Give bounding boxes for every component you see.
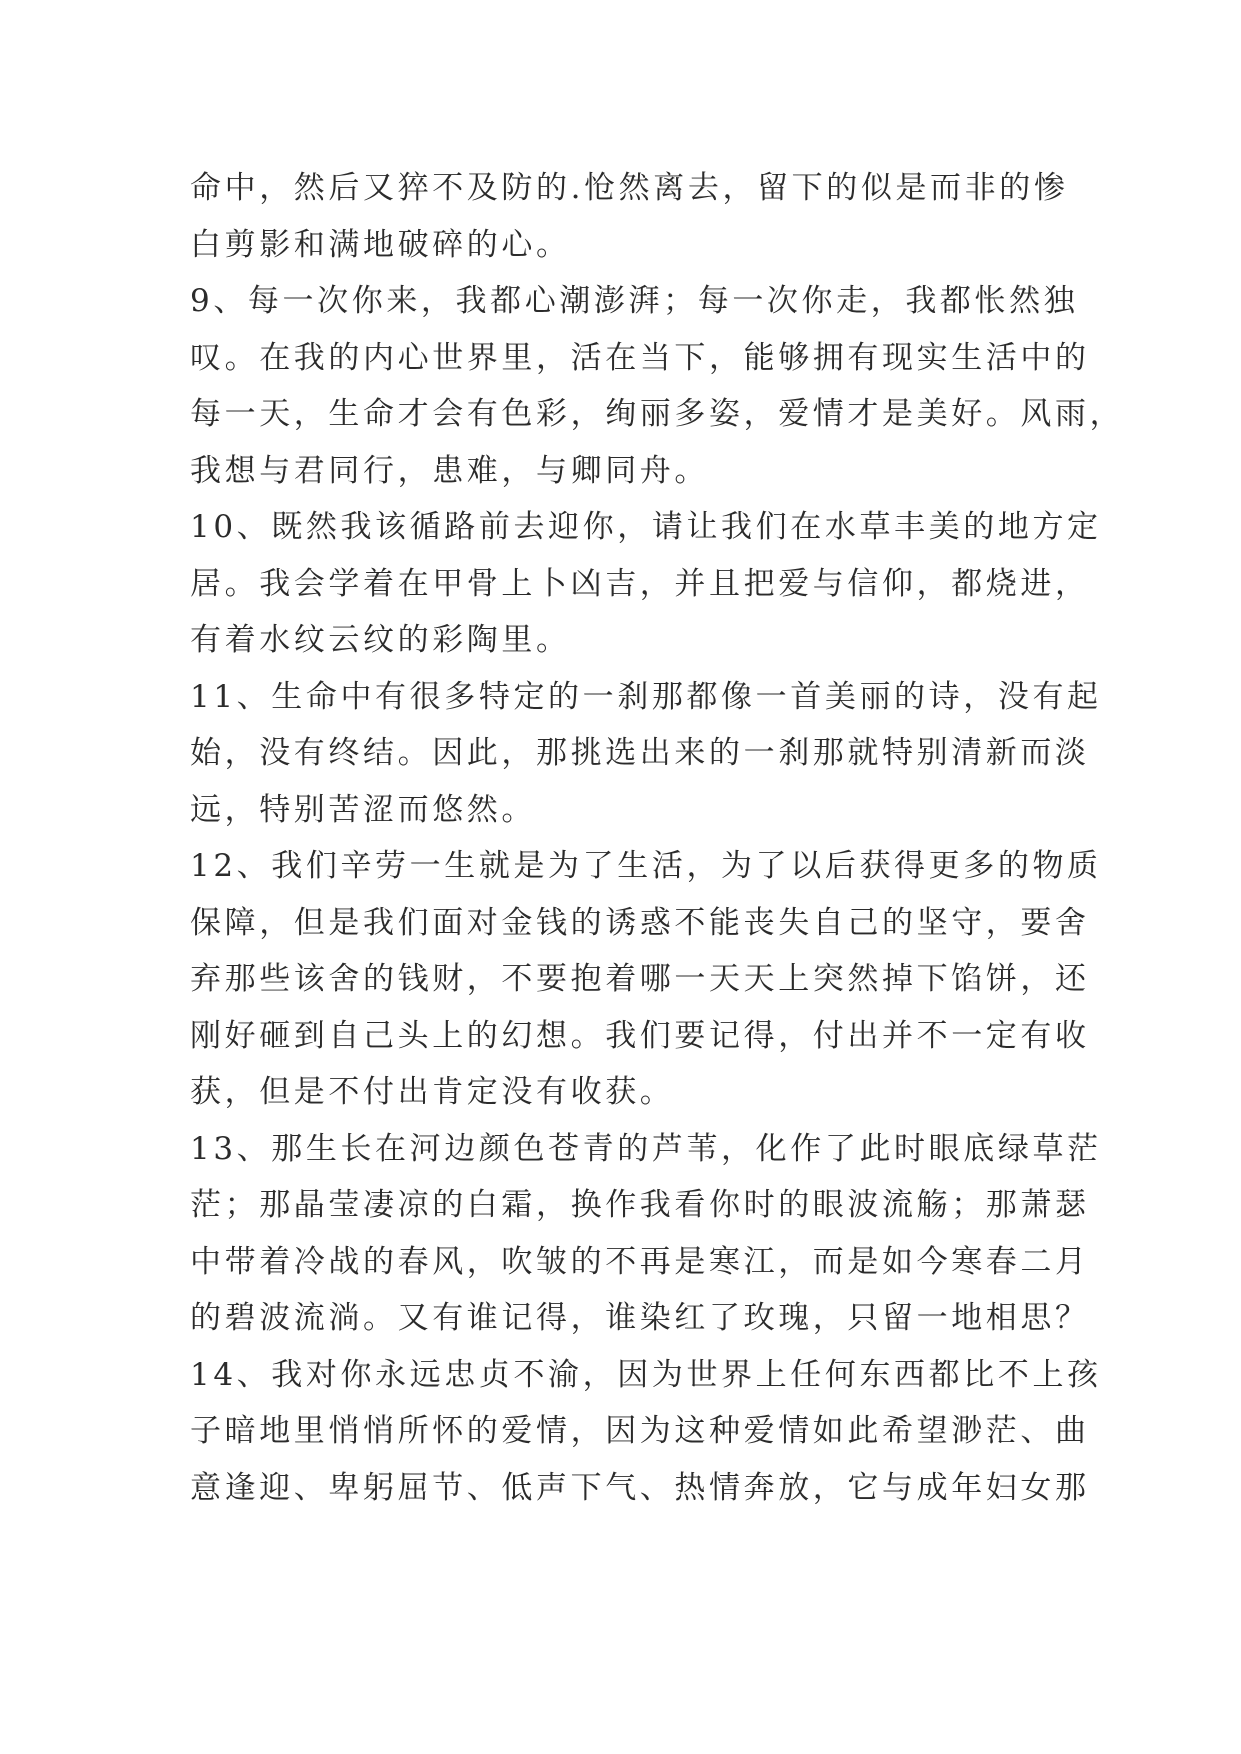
text-line: 中带着冷战的春风，吹皱的不再是寒江，而是如今寒春二月 <box>190 1243 1090 1280</box>
text-line: 保障，但是我们面对金钱的诱惑不能丧失自己的坚守，要舍 <box>190 904 1090 941</box>
text-line: 有着水纹云纹的彩陶里。 <box>190 622 571 658</box>
text-line: 远，特别苦涩而悠然。 <box>190 791 536 828</box>
text-line: 获，但是不付出肯定没有收获。 <box>190 1074 675 1110</box>
text-line: 13、那生长在河边颜色苍青的芦苇，化作了此时眼底绿草茫 <box>190 1130 1102 1167</box>
text-line: 的碧波流淌。又有谁记得，谁染红了玫瑰，只留一地相思？ <box>190 1300 1090 1336</box>
text-line: 子暗地里悄悄所怀的爱情，因为这种爱情如此希望渺茫、曲 <box>190 1413 1090 1449</box>
text-line: 命中，然后又猝不及防的.怆然离去，留下的似是而非的惨 <box>190 170 1069 206</box>
text-line: 始，没有终结。因此，那挑选出来的一刹那就特别清新而淡 <box>190 735 1090 771</box>
text-line: 10、既然我该循路前去迎你，请让我们在水草丰美的地方定 <box>190 509 1102 545</box>
text-line: 居。我会学着在甲骨上卜凶吉，并且把爱与信仰，都烧进， <box>190 565 1090 602</box>
text-line: 叹。在我的内心世界里，活在当下，能够拥有现实生活中的 <box>190 339 1090 376</box>
text-line: 14、我对你永远忠贞不渝，因为世界上任何东西都比不上孩 <box>190 1356 1102 1393</box>
text-line: 我想与君同行，患难，与卿同舟。 <box>190 452 709 489</box>
text-line: 每一天，生命才会有色彩，绚丽多姿，爱情才是美好。风雨， <box>190 396 1125 432</box>
text-line: 意逢迎、卑躬屈节、低声下气、热情奔放，它与成年妇女那 <box>190 1469 1090 1506</box>
text-line: 12、我们辛劳一生就是为了生活，为了以后获得更多的物质 <box>190 848 1102 884</box>
text-line: 茫；那晶莹凄凉的白霜，换作我看你时的眼波流觞；那萧瑟 <box>190 1187 1090 1223</box>
body-text <box>190 160 1125 1516</box>
text-line: 白剪影和满地破碎的心。 <box>190 226 571 263</box>
text-line: 11、生命中有很多特定的一刹那都像一首美丽的诗，没有起 <box>190 678 1102 715</box>
text-line: 刚好砸到自己头上的幻想。我们要记得，付出并不一定有收 <box>190 1017 1090 1054</box>
text-line: 9、每一次你来，我都心潮澎湃；每一次你走，我都怅然独 <box>190 283 1079 319</box>
text-line: 弃那些该舍的钱财，不要抱着哪一天天上突然掉下馅饼，还 <box>190 961 1090 997</box>
